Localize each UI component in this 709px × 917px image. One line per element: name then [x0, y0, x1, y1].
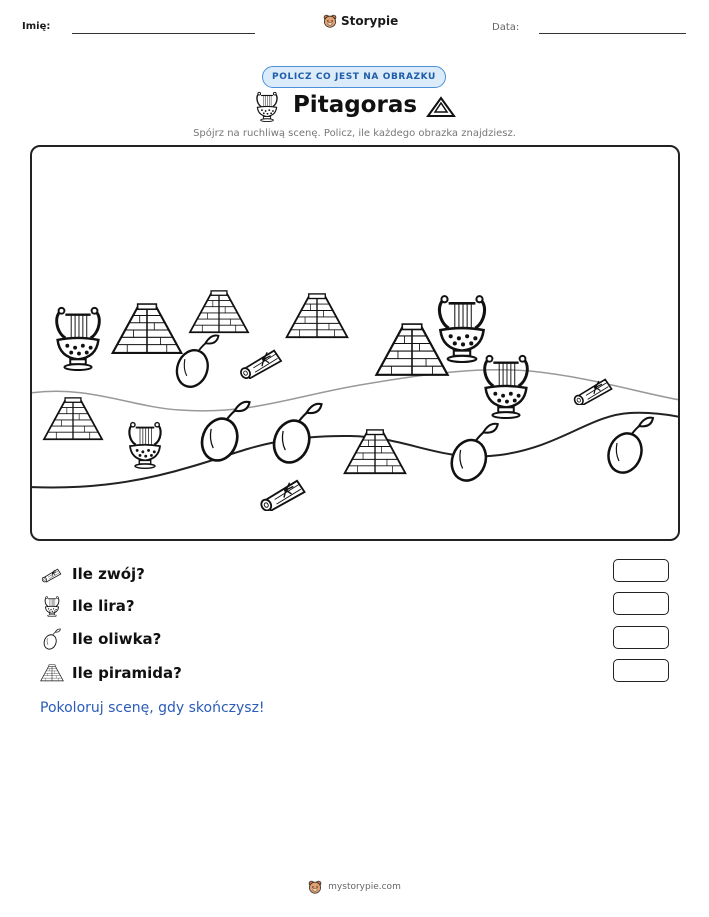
question-label: Ile oliwka? — [72, 630, 162, 648]
lyre-figure — [439, 296, 484, 362]
brand-logo — [323, 14, 398, 28]
question-label: Ile lira? — [72, 597, 135, 615]
bear-icon — [308, 880, 322, 894]
answer-box-scroll[interactable] — [613, 559, 669, 582]
lyre-figure — [57, 308, 100, 370]
answer-box-lyre[interactable] — [613, 592, 669, 615]
question-row — [40, 593, 135, 619]
pyramid-figure — [190, 291, 248, 332]
name-label: Imię: — [22, 21, 51, 32]
brand-name: Storypie — [341, 14, 399, 28]
front-hill-line — [30, 413, 680, 488]
date-field[interactable] — [539, 33, 686, 34]
olive-icon — [40, 628, 64, 650]
pyramid-figure — [376, 324, 447, 375]
pyramid-icon — [40, 664, 64, 682]
scroll-figure — [239, 351, 281, 380]
lyre-icon — [254, 90, 280, 122]
olive-figure — [268, 404, 321, 468]
question-row — [40, 626, 161, 652]
olive-figure — [603, 418, 653, 478]
question-row — [40, 561, 145, 587]
bear-icon — [323, 14, 337, 28]
answer-box-olive[interactable] — [613, 626, 669, 649]
olive-figure — [446, 424, 498, 486]
activity-badge: POLICZ CO JEST NA OBRAZKU — [262, 66, 446, 88]
page-title: Pitagoras — [292, 92, 418, 118]
answer-box-pyramid[interactable] — [613, 659, 669, 682]
coloring-note: Pokoloruj scenę, gdy skończysz! — [40, 700, 265, 716]
lyre-figure — [485, 356, 528, 418]
lyre-figure — [129, 423, 160, 469]
scroll-figure — [573, 379, 612, 406]
pyramid-figure — [113, 304, 182, 353]
olive-figure — [172, 335, 219, 391]
question-label: Ile zwój? — [72, 565, 145, 583]
scroll-figure — [259, 481, 304, 512]
question-row — [40, 660, 182, 686]
lyre-icon — [40, 595, 64, 617]
footer-url: mystorypie.com — [328, 882, 401, 892]
pyramid-figure — [44, 398, 102, 439]
scroll-icon — [40, 565, 64, 583]
triangle-ruler-icon — [426, 96, 456, 118]
busy-scene — [30, 145, 680, 541]
instructions: Spójrz na ruchliwą scenę. Policz, ile każdego obrazka znajdziesz. — [193, 128, 516, 139]
name-field[interactable] — [72, 33, 255, 34]
footer — [0, 880, 709, 894]
pyramid-figure — [287, 294, 348, 337]
question-label: Ile piramida? — [72, 664, 182, 682]
date-label: Data: — [492, 22, 520, 33]
